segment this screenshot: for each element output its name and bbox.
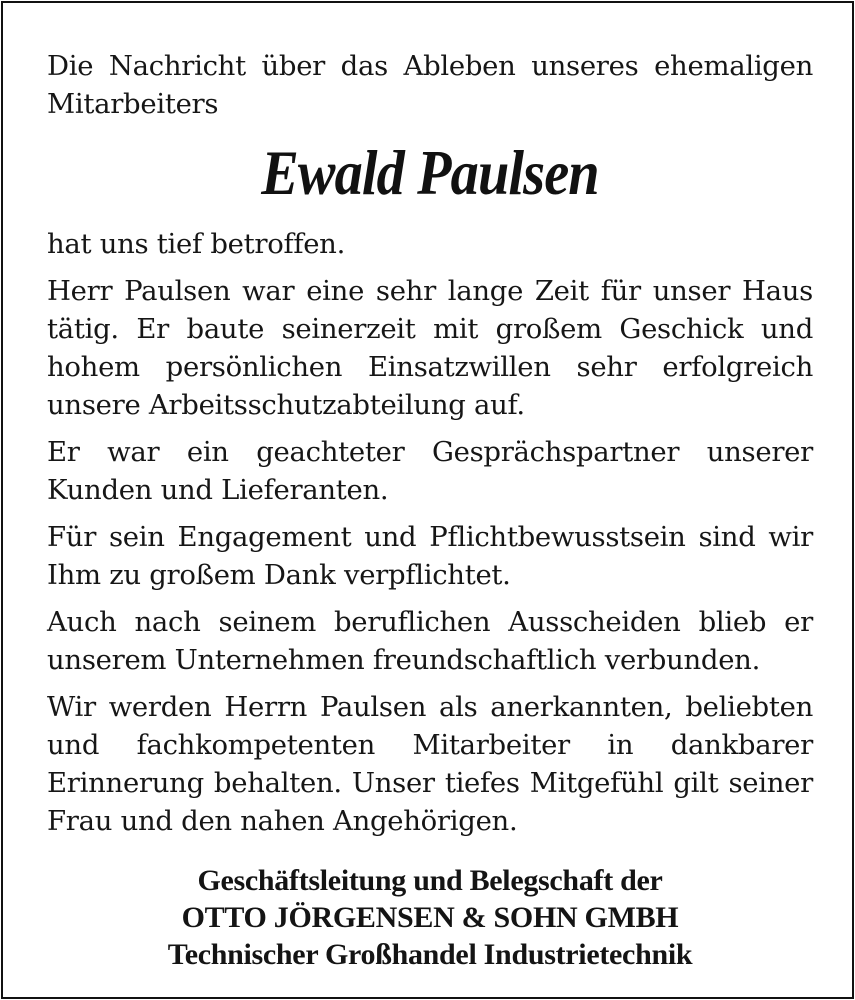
deceased-name: Ewald Paulsen	[261, 137, 599, 208]
paragraph-2: Herr Paulsen war eine sehr lange Zeit für unser Haus tätig. Er baute seinerzeit mit großem Geschick und hohem persönlichen Einsatzwillen sehr erfolgreich unsere Arbeitsschutzabteilung auf.	[47, 275, 813, 421]
signature-company: OTTO JÖRGENSEN & SOHN GMBH	[181, 901, 679, 934]
signature-line-1: Geschäftsleitung und Belegschaft der	[197, 864, 663, 897]
signature-line-3: Technischer Großhandel Industrietechnik	[167, 938, 693, 971]
paragraph-5: Auch nach seinem beruflichen Ausscheiden blieb er unserem Unternehmen freundschaftlich verbunden.	[47, 606, 813, 676]
paragraph-1: hat uns tief betroffen.	[47, 228, 346, 260]
paragraph-6: Wir werden Herrn Paulsen als anerkannten, beliebten und fachkompetenten Mitarbeiter in dankbarer Erinnerung behalten. Unser tiefes Mitgefühl gilt seiner Frau und den nahen Angehörigen.	[47, 691, 813, 837]
notice-content	[47, 47, 813, 973]
obituary-notice	[1, 1, 854, 999]
paragraph-4: Für sein Engagement und Pflichtbewusstsein sind wir Ihm zu großem Dank verpflichtet.	[47, 521, 813, 591]
paragraph-3: Er war ein geachteter Gesprächspartner unserer Kunden und Lieferanten.	[47, 436, 813, 506]
intro-text: Die Nachricht über das Ableben unseres ehemaligen Mitarbeiters	[47, 50, 813, 120]
signature-block	[47, 862, 813, 973]
